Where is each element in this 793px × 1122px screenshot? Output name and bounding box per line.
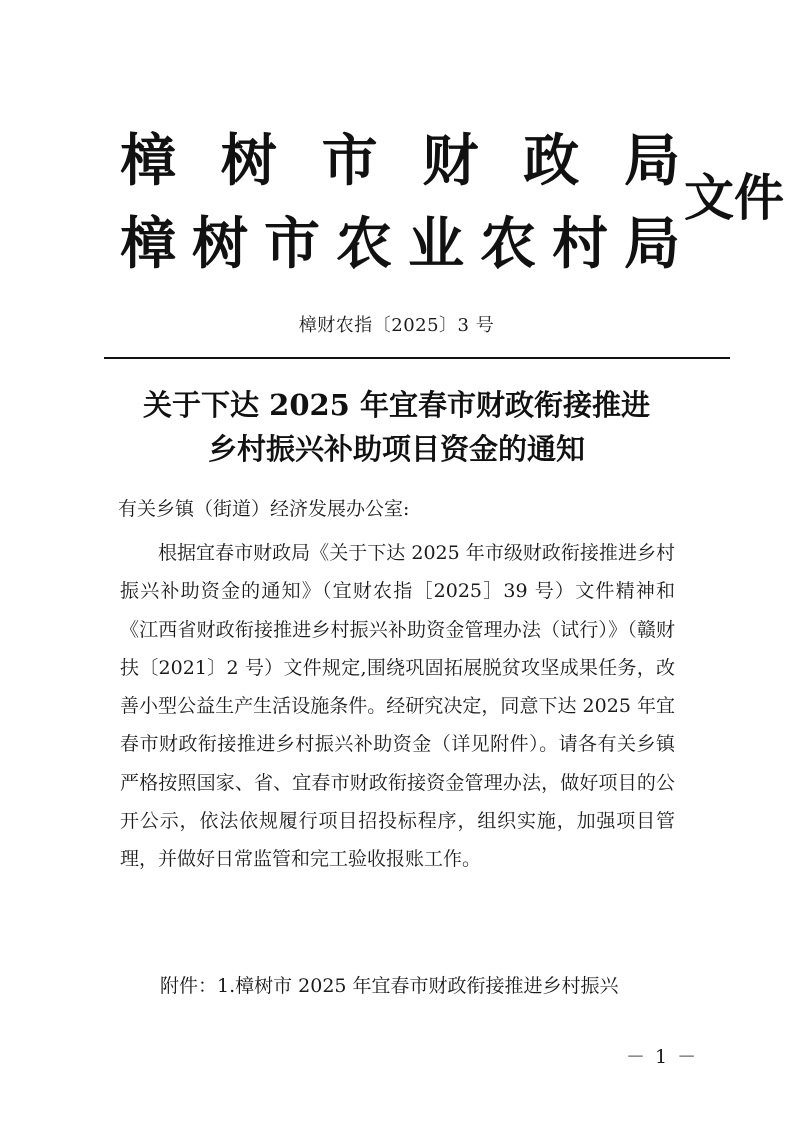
issuer-char: 业 — [408, 212, 464, 277]
issuer-finance-bureau — [120, 129, 680, 194]
issuer-char: 农 — [480, 212, 536, 277]
issuer-char: 樟 — [120, 129, 176, 194]
issuer-char: 财 — [422, 129, 479, 194]
attachment-line: 附件：1.樟树市 2025 年宜春市财政衔接推进乡村振兴 — [160, 975, 619, 997]
issuer-agriculture-bureau — [120, 212, 680, 277]
issuer-char: 农 — [336, 212, 392, 277]
issuer-char: 树 — [220, 129, 277, 194]
addressee: 有关乡镇（街道）经济发展办公室: — [118, 498, 410, 520]
issuer-char: 村 — [552, 212, 608, 277]
issuer-char: 市 — [264, 212, 320, 277]
issuer-char: 政 — [523, 129, 580, 194]
issuer-char: 树 — [192, 212, 248, 277]
issuer-char: 樟 — [120, 212, 176, 277]
document-number: 樟财农指〔2025〕3 号 — [298, 315, 495, 336]
document-title-line-2: 乡村振兴补助项目资金的通知 — [207, 432, 585, 466]
document-title-line-1: 关于下达 2025 年宜春市财政衔接推进 — [143, 388, 650, 422]
issuer-char: 局 — [623, 129, 680, 194]
document-suffix: 文件 — [684, 169, 784, 227]
page-number: － 1 － — [626, 1046, 699, 1068]
header-divider — [104, 357, 730, 359]
body-paragraph: 根据宜春市财政局《关于下达 2025 年市级财政衔接推进乡村振兴补助资金的通知》（宜财农指［2025］39 号）文件精神和《江西省财政衔接推进乡村振兴补助资金管理办法（试行）》（赣财扶〔2021〕2 号）文件规定,围绕巩固拓展脱贫攻坚成果任务，改善小型公益生产生活设施条件。经研究决定，同意下达 2025 年宜春市财政衔接推进乡村振兴补助资金（详见附件）。请各有关乡镇严格按照国家、省、宜春市财政衔接资金管理办法，做好项目的公开公示，依法依规履行项目招投标程序，组织实施，加强项目管理，并做好日常监管和完工验收报账工作。 — [120, 542, 675, 871]
issuer-char: 局 — [624, 212, 680, 277]
issuer-char: 市 — [321, 129, 378, 194]
